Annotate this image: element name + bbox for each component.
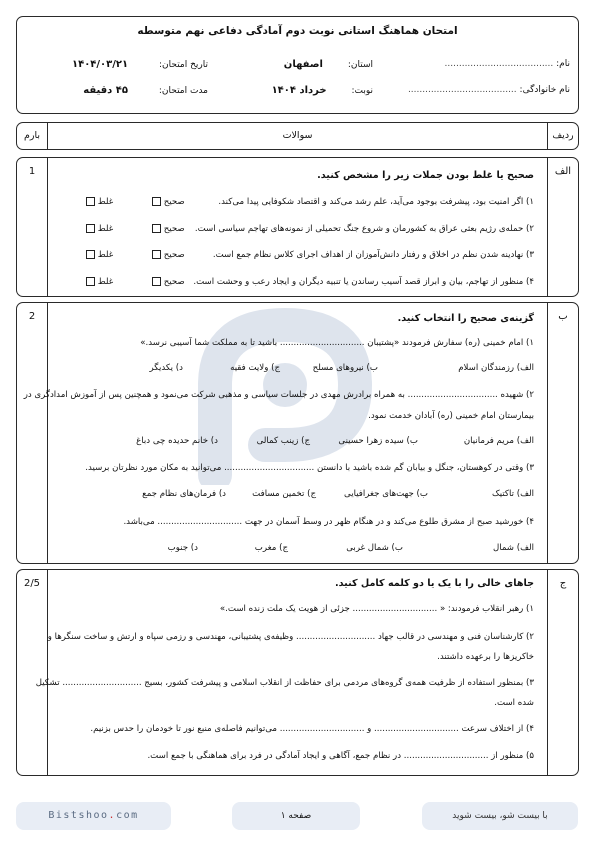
checkbox[interactable] bbox=[152, 224, 161, 233]
name-field[interactable] bbox=[445, 59, 570, 69]
duration-value: ۴۵ دقیقه bbox=[83, 85, 129, 96]
section-barem: 2/5 bbox=[23, 578, 41, 589]
family-label: نام خانوادگی: bbox=[519, 85, 570, 95]
checkbox[interactable] bbox=[86, 224, 95, 233]
question-item-cont: شده است. bbox=[494, 698, 534, 708]
true-option[interactable] bbox=[149, 277, 185, 287]
question-item: ۳) بمنظور استفاده از ظرفیت همه‌ی گروه‌های مردمی برای حفاظت از انقلاب اسلامی و پیشرفت کشور، بسیج ............................. تشکیل bbox=[35, 678, 534, 688]
option-c[interactable]: ج) ولایت فقیه bbox=[230, 363, 280, 373]
section-radif: ب bbox=[558, 311, 568, 322]
option-a[interactable]: الف) شمال bbox=[492, 543, 534, 553]
option-d[interactable]: د) فرمان‌های نظام جمع bbox=[142, 489, 226, 499]
true-label: صحیح bbox=[163, 277, 185, 287]
section-instruction: جاهای خالی را با یک یا دو کلمه کامل کنید. bbox=[334, 578, 534, 589]
col-barem: بارم bbox=[23, 130, 40, 141]
question-item: ۲) شهیده ................................. به همراه برادرش مهدی در جلسات سیاسی و مذهبی شرکت می‌نمود و همچنین پس از آموزش امدادگری در bbox=[23, 390, 534, 400]
true-label: صحیح bbox=[163, 224, 185, 234]
section-instruction: گزینه‌ی صحیح را انتخاب کنید. bbox=[397, 313, 534, 324]
duration-field bbox=[83, 85, 208, 96]
brand-main: Bistshoo bbox=[48, 810, 109, 821]
true-option[interactable] bbox=[149, 250, 185, 260]
exam-header bbox=[16, 16, 579, 114]
brand-dot: . bbox=[108, 810, 117, 821]
footer-slogan bbox=[422, 802, 578, 830]
section-jim bbox=[16, 569, 579, 776]
option-b[interactable]: ب) شمال غربی bbox=[346, 543, 403, 553]
col-radif: ردیف bbox=[552, 130, 574, 141]
section-barem: 1 bbox=[28, 166, 36, 177]
false-option[interactable] bbox=[83, 277, 113, 287]
question-item: ۴) منظور از تهاجم، بیان و ابراز قصد آسیب رساندن یا تنبیه دیگران و ایجاد رعب و وحشت است. bbox=[193, 277, 534, 287]
date-field bbox=[72, 59, 208, 70]
question-item: ۲) حمله‌ی رژیم بعثی عراق به کشورمان و شروع جنگ تحمیلی از نمونه‌های تهاجم سیاسی است. bbox=[194, 224, 534, 234]
province-value: اصفهان bbox=[283, 59, 323, 70]
option-b[interactable]: ب) نیروهای مسلح bbox=[312, 363, 378, 373]
option-b[interactable]: ب) جهت‌های جغرافیایی bbox=[344, 489, 428, 499]
table-header bbox=[16, 122, 579, 150]
section-radif: الف bbox=[554, 166, 572, 177]
option-c[interactable]: ج) مغرب bbox=[254, 543, 288, 553]
question-item: ۱) رهبر انقلاب فرمودند: « ............................... جزئی از هویت یک ملت زنده است.» bbox=[219, 604, 534, 614]
question-item: ۱) اگر امنیت بود، پیشرفت بوجود می‌آید، علم رشد می‌کند و اقتصاد شکوفایی پیدا می‌کند. bbox=[218, 197, 534, 207]
question-item: ۴) از اختلاف سرعت ............................... و ............................... می‌توانیم فاصله‌ی منبع نور تا خودمان را حدس بزنیم. bbox=[90, 724, 534, 734]
date-label: تاریخ امتحان: bbox=[159, 60, 208, 70]
slogan-text: با بیست شو، بیست شوید bbox=[452, 811, 548, 821]
question-item: ۵) منظور از ............................... در نظام جمع، آگاهی و ایجاد آمادگی در فرد برای هماهنگی با جمع است. bbox=[147, 751, 534, 761]
name-label: نام: bbox=[556, 59, 570, 69]
option-c[interactable]: ج) تخمین مسافت bbox=[252, 489, 316, 499]
false-label: غلط bbox=[97, 197, 114, 207]
false-label: غلط bbox=[97, 224, 114, 234]
page-number: صفحه ۱ bbox=[280, 811, 312, 821]
section-be bbox=[16, 302, 579, 564]
question-item: ۲) کارشناسان فنی و مهندسی در قالب جهاد ............................. وظیفه‌ی پشتیبانی، مهندسی و رزمی سپاه و ارتش و ساخت سنگرها و bbox=[47, 632, 534, 642]
brand-tld: com bbox=[116, 810, 139, 821]
name-dots: ...................................... bbox=[444, 59, 554, 69]
question-item: ۳) وقتی در کوهستان، جنگل و بیابان گم شده باشید با دانستن ................................. می‌توانید به مکان مورد نظرتان برسید. bbox=[85, 463, 534, 473]
false-label: غلط bbox=[97, 250, 114, 260]
checkbox[interactable] bbox=[86, 197, 95, 206]
exam-title: امتحان هماهنگ استانی نوبت دوم آمادگی دفاعی نهم متوسطه bbox=[137, 25, 458, 37]
option-d[interactable]: د) یکدیگر bbox=[149, 363, 183, 373]
checkbox[interactable] bbox=[152, 197, 161, 206]
family-field[interactable] bbox=[408, 85, 570, 95]
false-label: غلط bbox=[97, 277, 114, 287]
false-option[interactable] bbox=[83, 250, 113, 260]
province-label: استان: bbox=[347, 60, 373, 70]
family-dots: ...................................... bbox=[407, 85, 517, 95]
section-radif: ج bbox=[559, 578, 567, 589]
checkbox[interactable] bbox=[86, 277, 95, 286]
option-a[interactable]: الف) رزمندگان اسلام bbox=[458, 363, 534, 373]
option-d[interactable]: د) جنوب bbox=[167, 543, 198, 553]
col-questions: سوالات bbox=[282, 130, 313, 141]
section-instruction: صحیح یا غلط بودن جملات زیر را مشخص کنید. bbox=[317, 170, 534, 181]
true-label: صحیح bbox=[163, 197, 185, 207]
checkbox[interactable] bbox=[86, 250, 95, 259]
true-option[interactable] bbox=[149, 224, 185, 234]
footer-page bbox=[232, 802, 360, 830]
question-item: ۳) نهادینه شدن نظم در اخلاق و رفتار دانش‌آموزان از اهداف اجرای کلاس نظام جمع است. bbox=[212, 250, 534, 260]
footer-brand[interactable] bbox=[16, 802, 171, 830]
province-field bbox=[284, 59, 373, 70]
question-item: ۱) امام خمینی (ره) سفارش فرمودند «پشتیبان ............................... باشید تا به مملکت شما آسیبی نرسد.» bbox=[140, 338, 534, 348]
question-item: ۴) خورشید صبح از مشرق طلوع می‌کند و در هنگام ظهر در وسط آسمان در جهت ............................... می‌باشد. bbox=[123, 517, 534, 527]
turn-field bbox=[272, 85, 373, 96]
brand-text bbox=[16, 802, 171, 830]
option-a[interactable]: الف) تاکتیک bbox=[492, 489, 534, 499]
true-label: صحیح bbox=[163, 250, 185, 260]
false-option[interactable] bbox=[83, 224, 113, 234]
turn-label: نوبت: bbox=[351, 86, 373, 96]
duration-label: مدت امتحان: bbox=[158, 86, 208, 96]
turn-value: خرداد ۱۴۰۴ bbox=[271, 85, 327, 96]
section-barem: 2 bbox=[28, 311, 36, 322]
option-c[interactable]: ج) زینب کمالی bbox=[256, 436, 310, 446]
question-item-cont: خاکریزها را برعهده داشتند. bbox=[437, 652, 534, 662]
option-a[interactable]: الف) مریم فرمانیان bbox=[463, 436, 534, 446]
option-b[interactable]: ب) سیده زهرا حسینی bbox=[338, 436, 418, 446]
true-option[interactable] bbox=[149, 197, 185, 207]
date-value: ۱۴۰۴/۰۳/۲۱ bbox=[71, 59, 129, 70]
section-alef bbox=[16, 157, 579, 297]
option-d[interactable]: د) خانم حدیده چی دباغ bbox=[136, 436, 218, 446]
checkbox[interactable] bbox=[152, 250, 161, 259]
checkbox[interactable] bbox=[152, 277, 161, 286]
question-item-cont: بیمارستان امام خمینی (ره) آبادان خدمت نمود. bbox=[368, 411, 534, 421]
false-option[interactable] bbox=[83, 197, 113, 207]
